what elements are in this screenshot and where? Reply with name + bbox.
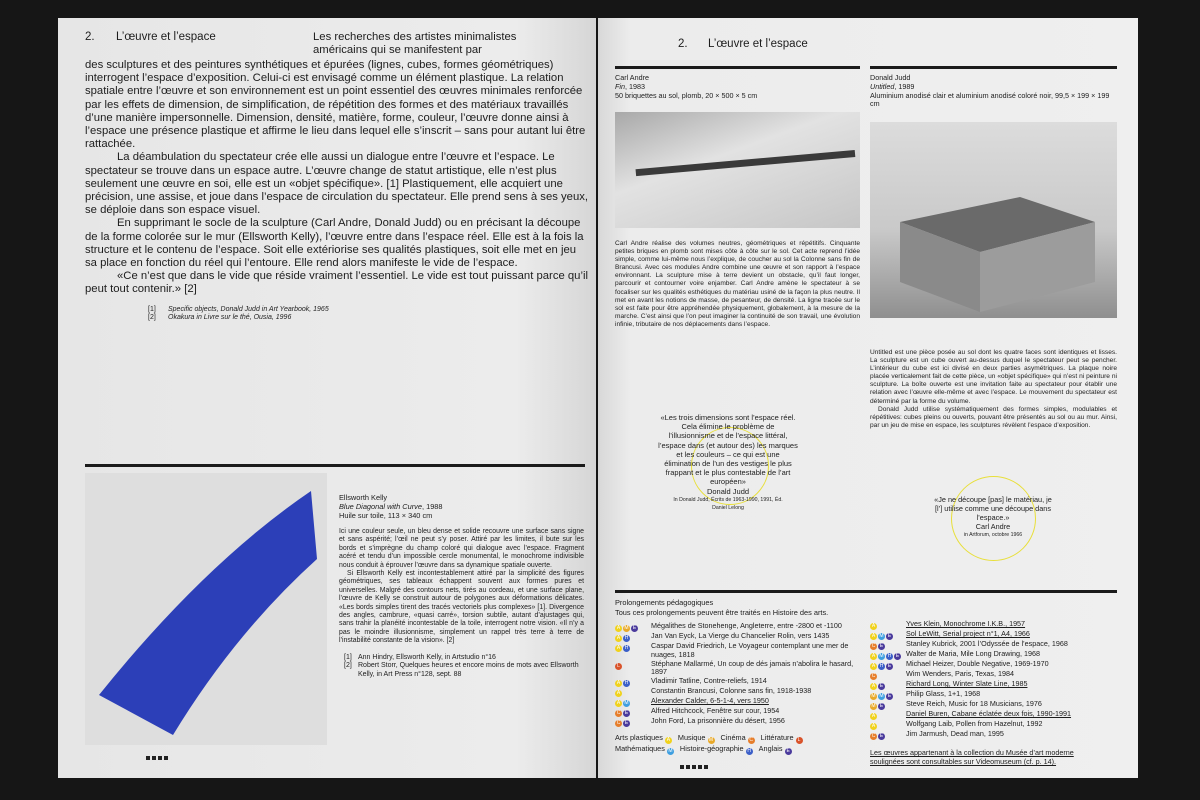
quote-text: «Je ne découpe [pas] le matériau, je [l’] utilise comme une découpe dans l’espace.»	[934, 495, 1052, 522]
subject-badge-icon: A	[871, 683, 876, 689]
list-item-text: Michael Heizer, Double Negative, 1969-1970	[906, 659, 1049, 668]
paragraph: La déambulation du spectateur crée elle aussi un dialogue entre l’œuvre et l’espace. Le spectateur se trouve dans un espace autre. L’œuvre change de statut artistique, elle n’est plus seulement une œuvre en soi, elle est un «objet spécifique». [1] Plastiquement, elle acquiert une précision, une assise, et joue dans l’espace de circulation du spectateur. Elle prend sens à ses yeux, se déploie dans son espace visuel.	[85, 151, 589, 217]
subject-badge-icon: E	[624, 710, 629, 717]
fn-text: Specific objects, Donald Judd in Art Yearbook, 1965	[168, 305, 329, 313]
divider	[615, 66, 860, 69]
list-item-text: Caspar David Friedrich, Le Voyageur contemplant une mer de nuages, 1818	[651, 641, 849, 659]
quote-source: in Artforum, octobre 1966	[963, 532, 1023, 538]
paragraph: Carl Andre réalise des volumes neutres, géométriques et répétitifs. Cinquante petites briques en plomb sont mises côte à côte sur le sol. Cet acte reprend l’idée simple, comme lui-même nous l’explique, de coucher au sol la Colonne sans fin de Brancusi. Avec ces modules Andre combine une œuvre et son rapport à l’espace environnant. La sculpture mise à terre devient un obstacle, qu’il faut longer, parcourir et contourner voire enjamber. Carl Andre amène le spectateur à se focaliser sur les qualités esthétiques du matériau usiné de la façon la plus neutre. Il met en avant les notions de masse, de pesanteur, de densité. La ligne tracée sur le sol est faite pour être appréhendée physiquement, globalement, à la mesure de la marche. C’est ainsi que l’on peut imaginer la continuité de son travail, une évolution infinie, tributaire de nos déplacements dans l’espace.	[615, 240, 860, 328]
artwork-medium: 50 briquettes au sol, plomb, 20 × 500 × 5 cm	[615, 90, 758, 100]
artwork-title: Fin	[615, 81, 625, 91]
footnotes	[148, 306, 590, 323]
legend-label: Musique	[677, 733, 708, 743]
legend-entry	[615, 733, 673, 742]
subject-badge-icon: A	[871, 633, 876, 639]
subject-badge-icon: E	[879, 703, 884, 709]
list-item-text: Jan Van Eyck, La Vierge du Chancelier Rolin, vers 1435	[651, 631, 830, 640]
list-item-text: Philip Glass, 1+1, 1968	[906, 689, 981, 698]
subject-badge-icon: H	[624, 680, 629, 687]
works-list-2	[870, 620, 1120, 740]
artwork-year: , 1989	[894, 81, 915, 91]
artwork-artist: Donald Judd	[870, 73, 911, 82]
collection-note: Les œuvres appartenant à la collection du Musée d’art moderne soulignées sont consultables sur Videomuseum (cf. p. 14).	[870, 748, 1074, 766]
subject-badge-icon: A	[871, 663, 876, 669]
works-column-2	[870, 620, 1120, 766]
list-item-text: Walter de Maria, Mile Long Drawing, 1968	[906, 649, 1040, 658]
list-item-text: Constantin Brancusi, Colonne sans fin, 1918-1938	[651, 686, 812, 696]
subject-badge-icon: L	[615, 663, 622, 670]
list-item-text: Yves Klein, Monochrome I.K.B., 1957	[906, 619, 1026, 628]
subject-badge-icon: C	[871, 643, 876, 649]
paragraph: Si Ellsworth Kelly est incontestablement attiré par la simplicité des figures géométriques, ses tableaux échappent souvent aux formes pures et universelles. Malgré des contours nets, tirés au cordeau, et une surface plane, l’œuvre de Kelly se construit autour de polygones aux déformations délicates. «Les bords simples tirent des tracés vectoriels plus complexes» [1]. Divergence des angles, cambrure, «quasi carré», torsion subtile, autant d’ajustages qui, sans trahir la planéité incontestable de la toile, interrogent notre vision. «Il n’y a pas le moindre illusionnisme, simplement un rappel très terre à terre de l’instabilité constante de la vision». [2]	[339, 570, 584, 645]
list-item-text: Mégalithes de Stonehenge, Angleterre, entre -2800 et -1100	[651, 621, 842, 630]
section-number: 2.	[678, 38, 688, 50]
blue-diagonal-shape	[99, 491, 317, 735]
quote-source: In Donald Judd, Écrits de 1963-1990, 1991, Éd. Daniel Lelong	[673, 496, 783, 511]
subject-badge-icon: A	[616, 680, 621, 687]
artwork-medium: Aluminium anodisé clair et aluminium anodisé coloré noir, 99,5 × 199 × 199 cm	[870, 90, 1110, 109]
prolongements-subtitle: Tous ces prolongements peuvent être traités en Histoire des arts.	[615, 607, 829, 617]
subject-badge-icon: A	[871, 653, 876, 659]
subject-badge-icon: C	[749, 737, 753, 744]
subject-badge-icon: A	[616, 625, 621, 631]
kelly-artwork-image	[85, 473, 327, 745]
artwork-artist: Ellsworth Kelly	[339, 493, 388, 502]
legend-entry	[759, 744, 793, 753]
subject-badge-icon: C	[616, 720, 621, 727]
intro-text: Les recherches des artistes minimalistes américains qui se manifestent par	[313, 31, 517, 57]
subject-badge-icon: C	[871, 673, 876, 679]
divider	[870, 66, 1117, 69]
subject-badge-icon: H	[624, 635, 629, 641]
list-item	[615, 642, 865, 660]
legend-label: Arts plastiques	[615, 733, 665, 743]
artwork-year: , 1983	[625, 81, 645, 91]
legend-entry	[680, 744, 754, 753]
subject-badge-icon: H	[624, 645, 629, 651]
list-item-text: Jim Jarmush, Dead man, 1995	[906, 729, 1004, 738]
subject-badge-icon: M	[879, 693, 884, 699]
list-item	[615, 717, 865, 727]
quote-author: Donald Judd	[706, 486, 750, 496]
fn-text: Okakura in Livre sur le thé, Ousia, 1996	[168, 314, 292, 322]
subject-badge-icon: E	[887, 693, 892, 699]
subject-badge-icon: H	[747, 748, 751, 755]
subject-badge-icon: E	[879, 683, 884, 689]
subject-badge-icon: E	[895, 653, 900, 659]
divider	[85, 464, 585, 467]
legend-entry	[721, 733, 756, 742]
legend-entry	[615, 744, 675, 753]
subject-badge-icon: E	[632, 625, 637, 631]
subject-badge-icon: A	[616, 690, 621, 697]
legend-label: Cinéma	[720, 733, 748, 743]
section-number: 2.	[85, 31, 95, 43]
fn-num: [1]	[148, 305, 156, 313]
works-list-1	[615, 622, 865, 727]
artwork-title: Blue Diagonal with Curve	[339, 502, 422, 511]
subject-badge-icon: E	[879, 643, 884, 649]
subject-badge-icon: H	[887, 653, 892, 659]
subject-badge-icon: M	[708, 737, 714, 744]
subject-badge-icon: A	[871, 713, 876, 719]
subject-badge-icon: M	[871, 703, 876, 709]
list-item-text: Richard Long, Winter Slate Line, 1985	[906, 679, 1028, 688]
list-item-text: John Ford, La prisonnière du désert, 1956	[651, 716, 785, 726]
subject-badge-icon: H	[879, 663, 884, 669]
quote-paragraph: «Ce n’est que dans le vide que réside vraiment l’essentiel. Le vide est tout puissant parce qu’il peut tout contenir.» [2]	[85, 270, 588, 296]
artwork-year: , 1988	[421, 502, 443, 511]
page-marker	[680, 765, 708, 769]
subject-badge-icon: A	[616, 700, 621, 707]
list-item-text: Stanley Kubrick, 2001 l’Odyssée de l’espace, 1968	[906, 639, 1068, 648]
fn-text: Robert Storr, Quelques heures et encore moins de mots avec Ellsworth Kelly, in Art Press n°128, sept. 88	[358, 662, 579, 678]
legend-label: Anglais	[758, 744, 785, 754]
list-item-text: Alexander Calder, 6-5-1-4, vers 1950	[651, 696, 769, 706]
quote-author: Carl Andre	[975, 522, 1011, 531]
main-text	[85, 59, 590, 323]
list-item-text: Stéphane Mallarmé, Un coup de dés jamais n’abolira le hasard, 1897	[651, 658, 854, 677]
subject-badge-icon: E	[887, 633, 892, 639]
prolongements-title: Prolongements pédagogiques	[615, 598, 714, 607]
subject-badge-icon: A	[616, 635, 621, 641]
legend-entry	[761, 733, 804, 742]
subject-badge-icon: E	[786, 748, 790, 755]
subject-badge-icon: A	[666, 737, 671, 744]
legend-label: Mathématiques	[615, 744, 667, 754]
works-column-1	[615, 622, 865, 755]
subject-badge-icon: C	[616, 710, 621, 717]
list-item-text: Wolfgang Laib, Pollen from Hazelnut, 1992	[906, 719, 1043, 728]
list-item-text: Sol LeWitt, Serial project n°1, A4, 1966	[906, 629, 1030, 638]
artwork-title: Untitled	[870, 81, 895, 91]
section-title: L’œuvre et l’espace	[708, 38, 808, 50]
legend-entry	[678, 733, 716, 742]
list-item-text: Wim Wenders, Paris, Texas, 1984	[906, 669, 1014, 678]
subject-badge-icon: M	[879, 653, 884, 659]
subject-legend	[615, 733, 865, 755]
list-item	[870, 730, 1120, 740]
subject-badge-icon: M	[624, 625, 629, 631]
subject-badge-icon: E	[887, 663, 892, 669]
legend-label: Histoire-géographie	[679, 744, 746, 754]
artwork-artist: Carl Andre	[615, 73, 649, 82]
quote-text: «Les trois dimensions sont l’espace réel. Cela élimine le problème de l’illusionnisme et de l’espace littéral, l’espace dans (et autour des) les marques et les couleurs – ce qui est une élimination de l’un des vestiges le plus frappant et le plus contestable de l’art européen»	[658, 413, 798, 487]
paragraph: Donald Judd utilise systématiquement des formes simples, modulables et répétitives: cubes pleins ou ouverts, pouvant être présentés au sol ou au mur. Ainsi, par un jeu de mise en espace, les sculptures révèlent l’espace d’exposition.	[870, 405, 1117, 429]
andre-artwork-photo	[615, 112, 860, 228]
list-item-text: Vladimir Tatline, Contre-reliefs, 1914	[651, 676, 767, 686]
page-marker	[146, 756, 168, 760]
lead-bricks-line	[636, 150, 856, 176]
fn-num: [2]	[344, 662, 352, 670]
subject-badge-icon: A	[616, 645, 621, 651]
fn-num: [1]	[344, 653, 352, 661]
paragraph: des sculptures et des peintures synthétiques et épurées (lignes, cubes, formes géométriques) interrogent l’espace d’exposition. Celui-ci est envisagé comme un élément plastique. La relation spatiale entre l’œuvre et son environnement est un point essentiel des œuvres minimales renforcée par les effets de dimension, de simplification, de répétition des formes et des matériaux travaillés d’une manière impersonnelle. Dimension, densité, matière, forme, couleur, l’œuvre donne ainsi à l’espace une présence plastique et affirme le lieu dans lequel elle s’inscrit – sans pour autant lui être rattachée.	[85, 59, 586, 151]
artwork-medium: Huile sur toile, 113 × 340 cm	[339, 511, 433, 520]
section-title: L’œuvre et l’espace	[116, 31, 216, 43]
list-item-text: Alfred Hitchcock, Fenêtre sur cour, 1954	[651, 706, 780, 716]
paragraph: Ici une couleur seule, un bleu dense et solide recouvre une surface sans signe et sans aspérité; l’œil ne peut s’y poser. Attiré par les limites, il bute sur les bords et s’imprègne du champ coloré qui dialogue avec l’espace. Fragment acéré et tendu d’un impossible cercle monumental, le monochrome indivisible nous conduit à éprouver l’œuvre dans sa dynamique spatiale ouverte.	[339, 528, 584, 569]
subject-badge-icon: E	[624, 720, 629, 727]
subject-badge-icon: C	[871, 733, 876, 739]
subject-badge-icon: L	[796, 737, 803, 744]
fn-num: [2]	[148, 314, 156, 322]
subject-badge-icon: M	[668, 748, 673, 755]
left-page	[58, 18, 596, 778]
subject-badge-icon: E	[879, 733, 884, 739]
paragraph: En supprimant le socle de la sculpture (Carl Andre, Donald Judd) ou en précisant la découpe de la forme colorée sur le mur (Ellsworth Kelly), l’œuvre entre dans l’espace réel. Elle est à la fois la structure et le contenu de l’espace. Soit elle extériorise ses qualités plastiques, soit elle met en jeu sa place en fonction du réel qui l’entoure. Elle rend alors manifeste le vide de l’espace.	[85, 217, 584, 270]
judd-artwork-photo	[870, 122, 1117, 318]
subject-badge-icon: M	[871, 693, 876, 699]
list-item-text: Steve Reich, Music for 18 Musicians, 1976	[906, 699, 1042, 708]
list-item	[615, 660, 865, 678]
legend-label: Littérature	[760, 733, 796, 743]
right-page	[598, 18, 1138, 778]
subject-badge-icon: A	[871, 723, 876, 729]
subject-badge-icon: A	[871, 623, 876, 629]
subject-badge-icon: M	[879, 633, 884, 639]
divider	[615, 590, 1117, 593]
subject-badge-icon: M	[624, 700, 629, 707]
paragraph: Untitled est une pièce posée au sol dont les quatre faces sont identiques et lisses. La sculpture est un cube ouvert au-dessus duquel le spectateur peut se pencher. L’intérieur du cube est ici divisé en deux parties asymétriques. La plaque noire placée verticalement fait de cette pièce, un «objet spécifique» qui n’est ni peinture ni sculpture. La boîte ouverte est une invitation faite au spectateur pour établir une relation avec l’œuvre elle-même et avec l’espace. Le mouvement du spectateur est déterminé par la forme du volume.	[870, 349, 1117, 405]
fn-text: Ann Hindry, Ellsworth Kelly, in Artstudio n°16	[358, 653, 496, 661]
list-item-text: Daniel Buren, Cabane éclatée deux fois, 1990-1991	[906, 709, 1072, 718]
